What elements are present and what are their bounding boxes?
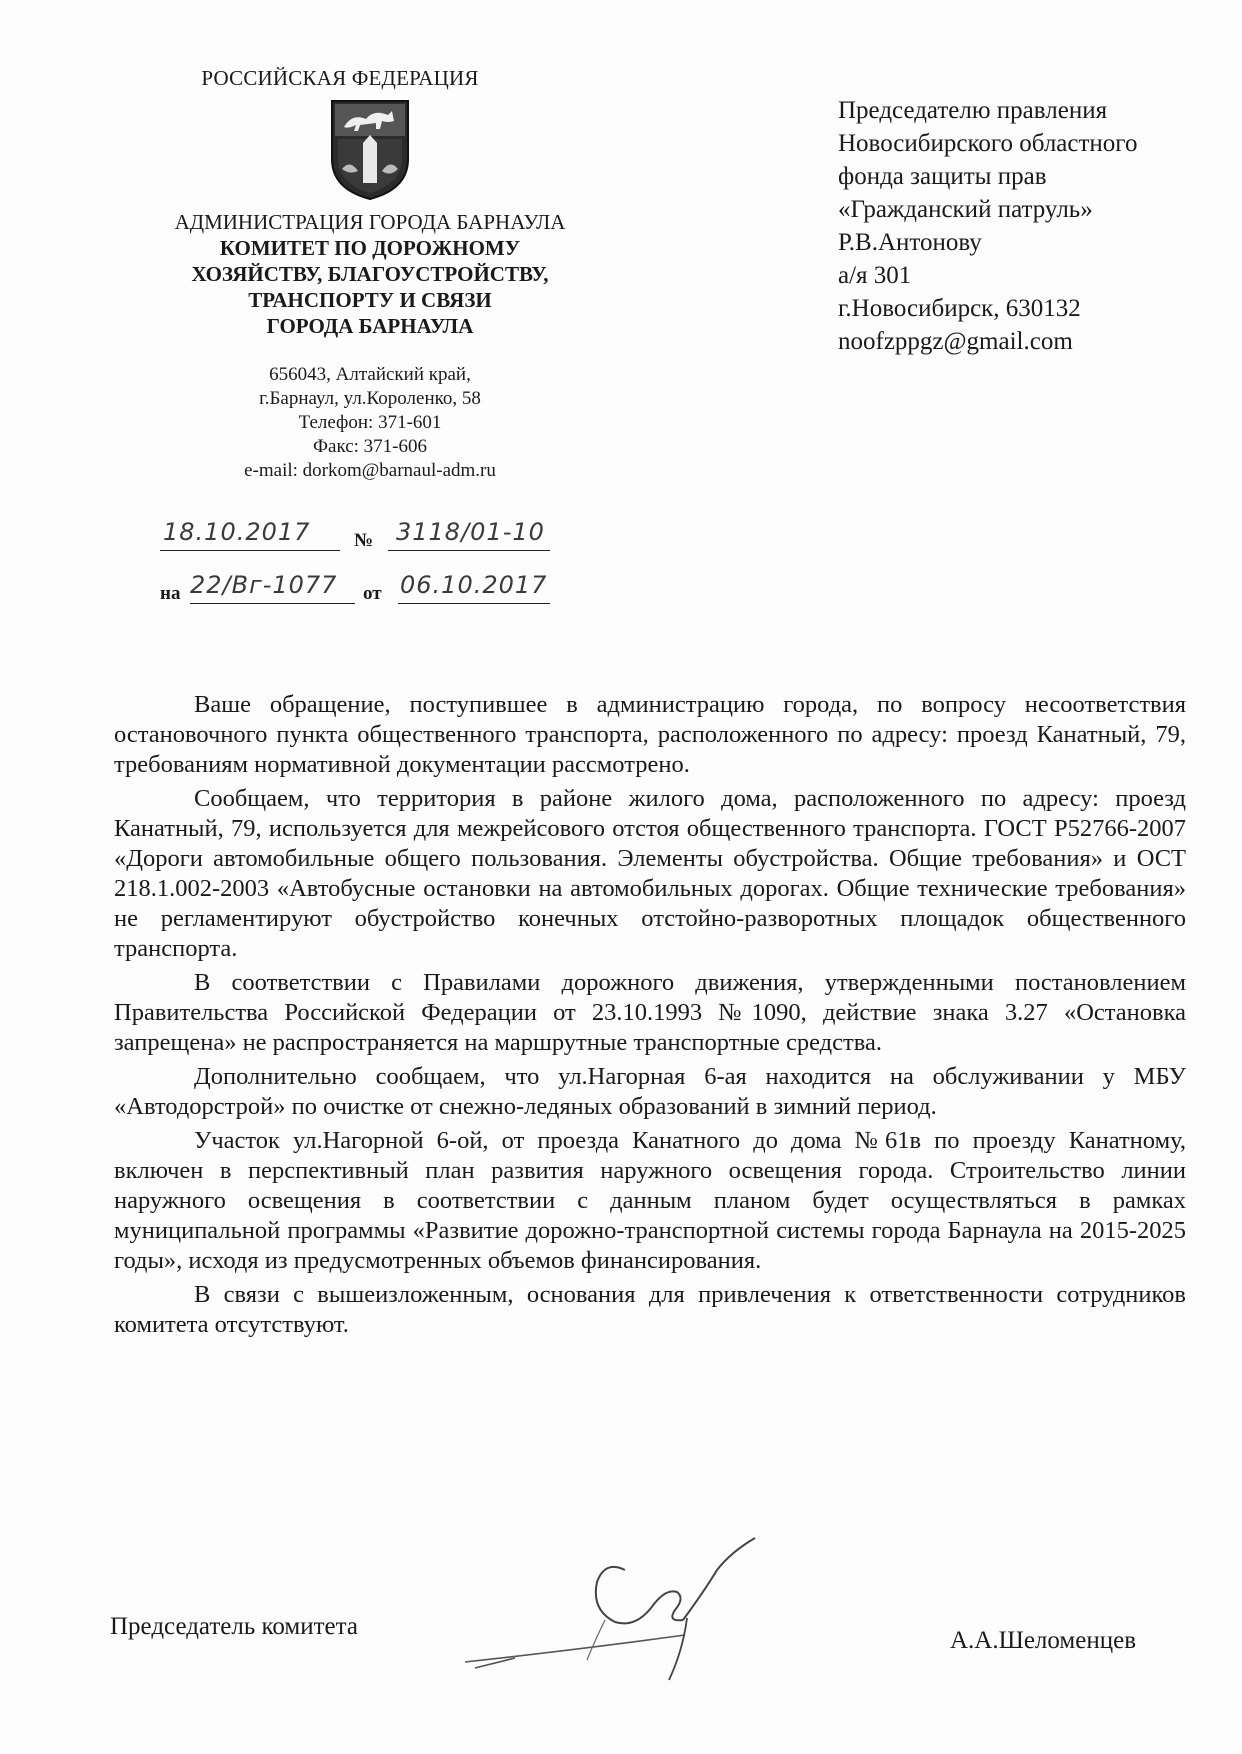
from-label: от: [363, 583, 382, 604]
committee-name-line-2: ХОЗЯЙСТВУ, БЛАГОУСТРОЙСТВУ,: [191, 262, 549, 286]
body-paragraph-2: Сообщаем, что территория в районе жилого дома, расположенного по адресу: проезд Канатный, 79, используется для межрейсового отстоя общественного транспорта. ГОСТ Р52766-2007 «Дороги автомобильные общего пользования. Элементы обустройства. Общие требования» и ОСТ 218.1.002-2003 «Автобусные остановки на автомобильных дорогах. Общие технические требования» не регламентируют обустройство конечных отстойно-разворотных площадок общественного транспорта.: [114, 785, 1186, 962]
body-paragraph-5: Участок ул.Нагорной 6-ой, от проезда Канатного до дома №61в по проезду Канатному, включен в перспективный план развития наружного освещения города. Строительство линии наружного освещения в соответствии с данным планом будет осуществляться в рамках муниципальной программы «Развитие дорожно-транспортной системы города Барнаула на 2015-2025 годы», исходя из предусмотренных объемов финансирования.: [114, 1127, 1186, 1274]
addressee-name: Р.В.Антонову: [838, 229, 982, 256]
sender-address-line-2: г.Барнаул, ул.Короленко, 58: [259, 388, 481, 409]
number-underline: [388, 550, 550, 551]
letterhead: [130, 66, 610, 483]
body-paragraph-6: В связи с вышеизложенным, основания для привлечения к ответственности сотрудников комитета отсутствуют.: [114, 1281, 1186, 1338]
addressee-line-3: фонда защиты прав: [838, 163, 1047, 190]
addressee-block: [838, 94, 1137, 358]
signatory-name: А.А.Шеломенцев: [950, 1627, 1136, 1654]
administration-name: АДМИНИСТРАЦИЯ ГОРОДА БАРНАУЛА: [174, 210, 566, 234]
country-name: РОССИЙСКАЯ ФЕДЕРАЦИЯ: [201, 66, 479, 90]
addressee-city: г.Новосибирск, 630132: [838, 295, 1081, 322]
signatory-title: Председатель комитета: [110, 1613, 358, 1640]
committee-name-line-3: ТРАНСПОРТУ И СВЯЗИ: [248, 288, 492, 312]
letter-body: [114, 690, 1186, 1344]
addressee-line-4: «Гражданский патруль»: [838, 196, 1093, 223]
committee-name-line-4: ГОРОДА БАРНАУЛА: [266, 314, 474, 338]
reply-number-underline: [190, 603, 355, 604]
body-paragraph-4: Дополнительно сообщаем, что ул.Нагорная 6-ая находится на обслуживании у МБУ «Автодорстрой» по очистке от снежно-ледяных образований в зимний период.: [114, 1063, 1186, 1120]
sender-address-line-1: 656043, Алтайский край,: [269, 364, 471, 385]
sender-fax: Факс: 371-606: [313, 436, 427, 457]
reply-date: 06.10.2017: [400, 571, 548, 599]
body-paragraph-1: Ваше обращение, поступившее в администрацию города, по вопросу несоответствия остановочного пункта общественного транспорта, расположенного по адресу: проезд Канатный, 79, требованиям нормативной документации рассмотрено.: [114, 691, 1186, 778]
addressee-line-2: Новосибирского областного: [838, 130, 1138, 157]
sender-email: e-mail: dorkom@barnaul-adm.ru: [244, 460, 496, 481]
reply-date-underline: [398, 603, 550, 604]
addressee-po-box: а/я 301: [838, 262, 912, 289]
number-label: №: [354, 530, 374, 551]
city-emblem-icon: [330, 99, 410, 201]
addressee-email: noofzppgz@gmail.com: [838, 328, 1073, 355]
sender-phone: Телефон: 371-601: [298, 412, 442, 433]
outgoing-date: 18.10.2017: [163, 518, 311, 546]
committee-name-line-1: КОМИТЕТ ПО ДОРОЖНОМУ: [219, 236, 521, 260]
reply-number: 22/Вг-1077: [190, 571, 338, 599]
body-paragraph-3: В соответствии с Правилами дорожного движения, утвержденными постановлением Правительства Российской Федерации от 23.10.1993 №1090, действие знака 3.27 «Остановка запрещена» не распространяется на маршрутные транспортные средства.: [114, 969, 1186, 1056]
sender-address: [130, 363, 610, 483]
addressee-line-1: Председателю правления: [838, 97, 1108, 124]
outgoing-number: 3118/01-10: [396, 518, 545, 546]
handwritten-signature: [455, 1530, 815, 1690]
reply-to-label: на: [160, 583, 181, 604]
date-underline: [160, 550, 340, 551]
